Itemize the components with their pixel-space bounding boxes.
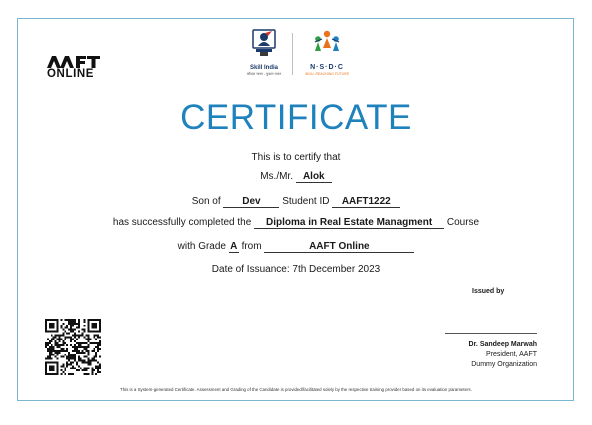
course-name: Diploma in Real Estate Managment [254,217,444,229]
signatory-title: President, AAFT [486,351,537,358]
signature-line [445,333,537,334]
partner-logos [240,29,355,81]
issue-date: Date of Issuance: 7th December 2023 [211,264,381,275]
father-name: Dev [223,196,279,208]
nsdc-logo [299,29,355,76]
nsdc-figures-icon [312,29,342,59]
logo-divider [292,33,293,75]
certificate-title: CERTIFICATE [180,98,412,137]
aaft-online-logo [47,56,103,80]
from-label: from [241,241,262,252]
completed-label: has successfully completed the [112,217,252,228]
student-id-label: Student ID [282,196,330,207]
grade-value: A [230,241,238,252]
grade-label: with Grade [177,241,226,252]
skill-india-title: Skill India [249,65,278,71]
son-of-label: Son of [191,196,221,207]
nsdc-tagline: SKILL REACHING FUTURE [304,72,350,76]
signatory-organization: Dummy Organization [471,361,537,368]
skill-india-subtitle: कौशल भारत - कुशल भारत [246,72,282,76]
skill-india-logo [240,29,288,76]
signatory-name: Dr. Sandeep Marwah [468,341,537,348]
intro-line: This is to certify that [251,152,341,163]
aaft-mark-icon [47,56,101,68]
student-id-value: AAFT1222 [332,196,400,208]
course-label: Course [446,217,480,228]
parent-id-line [0,196,592,208]
recipient-name: Alok [296,171,332,183]
course-line [0,217,592,229]
signatory-block [445,333,537,370]
aaft-online-wordmark: ONLINE [47,68,95,80]
institution-name: AAFT Online [264,241,414,253]
name-prefix: Ms./Mr. [260,171,293,182]
nsdc-title: N·S·D·C [310,64,344,71]
name-line [0,171,592,183]
grade-line [0,241,592,253]
qr-code-icon [45,319,101,375]
issued-by-label: Issued by [472,288,505,295]
footer-disclaimer: This is a System-generated Certificate. Assessment and Grading of the Candidate is provided/facilitated solely by the respective training provider based on its evaluation parameters. [120,387,472,392]
skill-india-emblem-icon [251,29,277,59]
